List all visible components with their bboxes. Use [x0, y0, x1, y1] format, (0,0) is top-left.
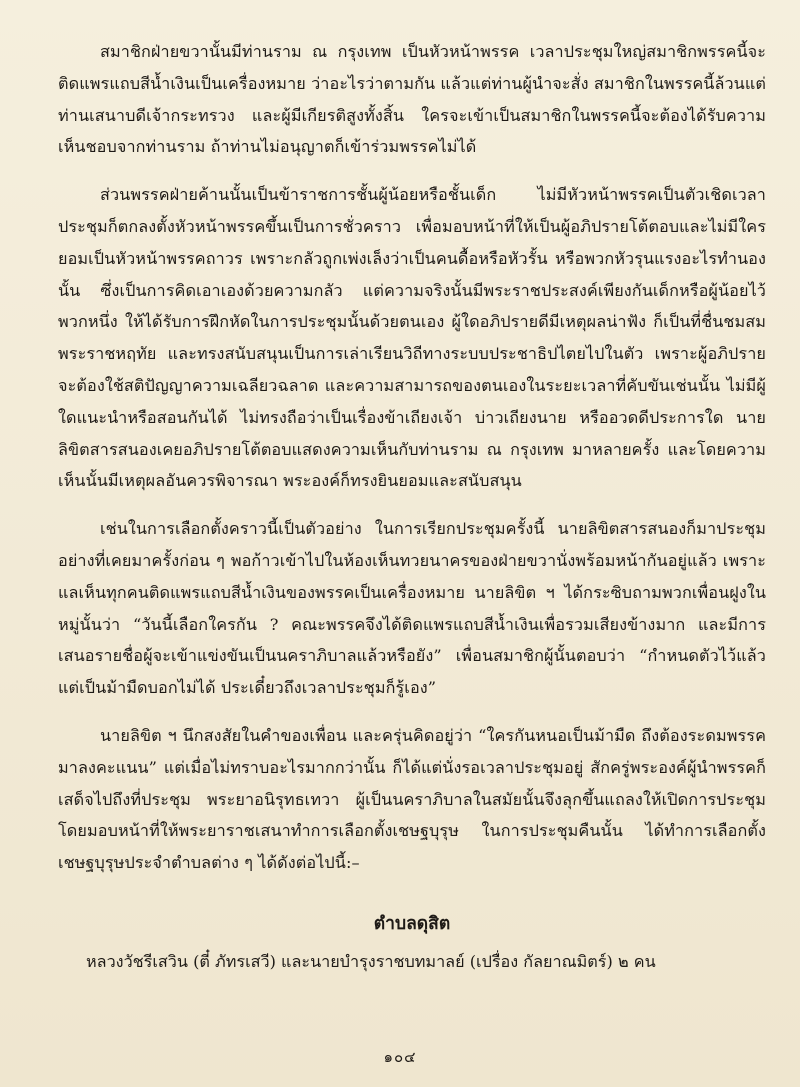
section-heading: ตำบลดุสิต: [373, 913, 451, 934]
paragraph-dark-horse: นายลิขิต ฯ นึกสงสัยในคำของเพื่อน และครุ่นคิดอยู่ว่า “ใครกันหนอเป็นม้ามืด ถึงต้องระดมพรรคมาลงคะแนน” แต่เมื่อไม่ทราบอะไรมากกว่านั้น ก็ได้แต่นั่งรอเวลาประชุมอยู่ สักครู่พระองค์ผู้นำพรรคก็เสด็จไปถึงที่ประชุม พระยาอนิรุทธเทวา ผู้เป็นนคราภิบาลในสมัยนั้นจึงลุกขึ้นแถลงให้เปิดการประชุม โดยมอบหน้าที่ให้พระยาราชเสนาทำการเลือกตั้งเชษฐบุรุษ ในการประชุมคืนนั้น ได้ทำการเลือกตั้งเชษฐบุรุษประจำตำบลต่าง ๆ ได้ดังต่อไปนี้:–: [58, 725, 766, 873]
paragraph-right-party: สมาชิกฝ่ายขวานั้นมีท่านราม ณ กรุงเทพ เป็นหัวหน้าพรรค เวลาประชุมใหญ่สมาชิกพรรคนี้จะติดแพรแถบสีน้ำเงินเป็นเครื่องหมาย ว่าอะไรว่าตามกัน แล้วแต่ท่านผู้นำจะสั่ง สมาชิกในพรรคนี้ล้วนแต่ท่านเสนาบดีเจ้ากระทรวง และผู้มีเกียรติสูงทั้งสิ้น ใครจะเข้าเป็นสมาชิกในพรรคนี้จะต้องได้รับความเห็นชอบจากท่านราม ถ้าท่านไม่อนุญาตก็เข้าร่วมพรรคไม่ได้: [58, 42, 766, 157]
paragraph-opposition-party: ส่วนพรรคฝ่ายค้านนั้นเป็นข้าราชการชั้นผู้น้อยหรือชั้นเด็ก ไม่มีหัวหน้าพรรคเป็นตัวเชิดเวลาประชุมก็ตกลงตั้งหัวหน้าพรรคขึ้นเป็นการชั่วคราว เพื่อมอบหน้าที่ให้เป็นผู้อภิปรายโต้ตอบและไม่มีใครยอมเป็นหัวหน้าพรรคถาวร เพราะกลัวถูกเพ่งเล็งว่าเป็นคนดื้อหรือหัวรั้น หรือพวกหัวรุนแรงอะไรทำนองนั้น ซึ่งเป็นการคิดเอาเองด้วยความกลัว แต่ความจริงนั้นมีพระราชประสงค์เพียงกันเด็กหรือผู้น้อยไว้พวกหนึ่ง ให้ได้รับการฝึกหัดในการประชุมนั้นด้วยตนเอง ผู้ใดอภิปรายดีมีเหตุผลน่าฟัง ก็เป็นที่ชื่นชมสมพระราชหฤทัย และทรงสนับสนุนเป็นการเล่าเรียนวิถีทางระบบประชาธิปไตยไปในตัว เพราะผู้อภิปรายจะต้องใช้สติปัญญาความเฉลียวฉลาด และความสามารถของตนเองในระยะเวลาที่คับขันเช่นนั้น ไม่มีผู้ใดแนะนำหรือสอนกันได้ ไม่ทรงถือว่าเป็นเรื่องข้าเถียงเจ้า บ่าวเถียงนาย หรืออวดดีประการใด นายลิขิตสารสนองเคยอภิปรายโต้ตอบแสดงความเห็นกับท่านราม ณ กรุงเทพ มาหลายครั้ง และโดยความเห็นนั้นมีเหตุผลอันควรพิจารณา พระองค์ก็ทรงยินยอมและสนับสนุน: [58, 185, 766, 491]
list-item: หลวงวัชรีเสวิน (ตี๋ ภัทรเสวี) และนายบำรุงราชบทมาลย์ (เปรื่อง กัลยาณมิตร์) ๒ คน: [86, 951, 656, 971]
page-number: ๑๐๔: [383, 1048, 417, 1066]
paragraph-election-example: เช่นในการเลือกตั้งคราวนี้เป็นตัวอย่าง ในการเรียกประชุมครั้งนี้ นายลิขิตสารสนองก็มาประชุมอย่างที่เคยมาครั้งก่อน ๆ พอก้าวเข้าไปในห้องเห็นทวยนาครของฝ่ายขวานั่งพร้อมหน้ากันอยู่แล้ว เพราะแลเห็นทุกคนติดแพรแถบสีน้ำเงินของพรรคเป็นเครื่องหมาย นายลิขิต ฯ ได้กระซิบถามพวกเพื่อนฝูงในหมู่นั้นว่า “วันนี้เลือกใครกัน ? คณะพรรคจึงได้ติดแพรแถบสีน้ำเงินเพื่อรวมเสียงข้างมาก และมีการเสนอรายชื่อผู้จะเข้าแข่งขันเป็นนคราภิบาลแล้วหรือยัง” เพื่อนสมาชิกผู้นั้นตอบว่า “กำหนดตัวไว้แล้ว แต่เป็นม้ามืดบอกไม่ได้ ประเดี๋ยวถึงเวลาประชุมก็รู้เอง”: [58, 519, 766, 698]
